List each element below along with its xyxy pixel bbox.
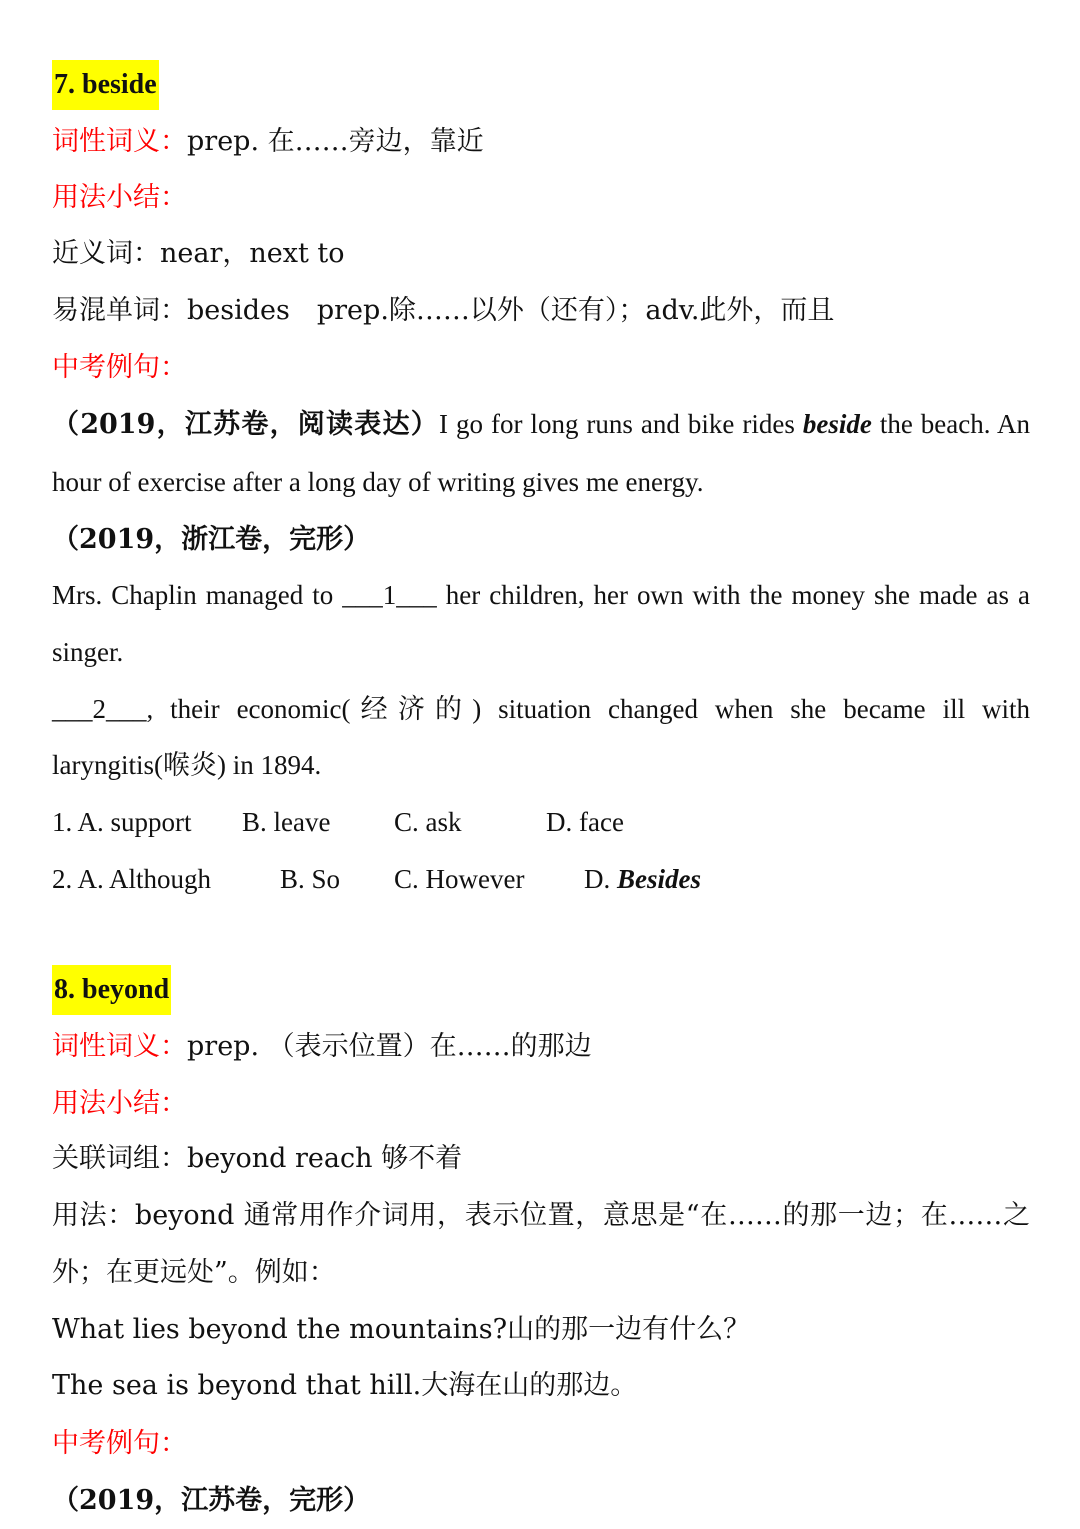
example-label-line-8 (52, 1415, 1030, 1472)
example-label-8: 中考例句： (52, 1427, 187, 1459)
phrase-line: 关联词组：beyond reach 够不着 (52, 1143, 463, 1175)
q1-option-c: C. ask (394, 807, 462, 838)
section-8 (52, 961, 1030, 1018)
confusable-line: 易混单词：besides prep.除……以外（还有）；adv.此外，而且 (52, 294, 835, 326)
example-1-pre: I go for long runs and bike rides (439, 409, 803, 440)
pos-label-8: 词性词义： (52, 1031, 187, 1063)
question-2-options (52, 851, 1030, 908)
section-7 (52, 56, 1030, 113)
example-2-source: （2019，浙江卷，完形） (52, 523, 371, 555)
q2-option-d (584, 851, 701, 908)
usage-paragraph: 用法：beyond 通常用作介词用，表示位置，意思是“在……的那一边；在……之外；在更远处”。例如： (52, 1200, 1030, 1288)
pos-line (52, 113, 1030, 170)
example-2-paragraph-2: ___2___, their economic(经济的) situation changed when she became ill with laryngitis(喉炎) in 1894. (52, 693, 1030, 781)
example-label-line (52, 339, 1030, 396)
q2-option-a: 2. A. Although (52, 863, 212, 894)
section-heading-beside: 7. beside (52, 60, 159, 110)
usage-label-line-8 (52, 1075, 1030, 1132)
q2-option-d-keyword: Besides (617, 863, 701, 894)
example-2-paragraph-1: Mrs. Chaplin managed to ___1___ her children, her own with the money she made as a singer. (52, 580, 1030, 667)
pos-text: prep. 在……旁边，靠近 (187, 125, 484, 157)
pos-line-8 (52, 1018, 1030, 1075)
usage-label: 用法小结： (52, 182, 187, 214)
section-heading-beyond: 8. beyond (52, 965, 171, 1015)
example-b: The sea is beyond that hill.大海在山的那边。 (52, 1370, 638, 1402)
usage-label-8: 用法小结： (52, 1087, 187, 1119)
synonyms-line: 近义词：near，next to (52, 238, 345, 270)
q2-option-d-prefix: D. (584, 863, 617, 894)
pos-label: 词性词义： (52, 125, 187, 157)
q1-option-a: 1. A. support (52, 807, 192, 838)
example-1-keyword: beside (802, 409, 872, 440)
pos-text-8: prep. （表示位置）在……的那边 (187, 1031, 592, 1063)
example-label: 中考例句： (52, 352, 187, 384)
q1-option-b: B. leave (242, 807, 331, 838)
q1-option-d: D. face (546, 807, 624, 838)
example-1-source-8: （2019，江苏卷，完形） (52, 1484, 371, 1516)
example-1-source-line-8 (52, 1472, 1030, 1529)
question-1-options (52, 794, 1030, 851)
example-1 (52, 396, 1030, 510)
example-a: What lies beyond the mountains?山的那一边有什么？ (52, 1313, 751, 1345)
usage-label-line (52, 169, 1030, 226)
q2-option-c: C. However (394, 863, 525, 894)
example-1-source: （2019，江苏卷，阅读表达） (52, 409, 439, 441)
q2-option-b: B. So (280, 863, 341, 894)
example-1-post: the beach. An hour of exercise after a long day of writing gives me energy. (52, 409, 1030, 497)
example-2-source-line (52, 511, 1030, 568)
